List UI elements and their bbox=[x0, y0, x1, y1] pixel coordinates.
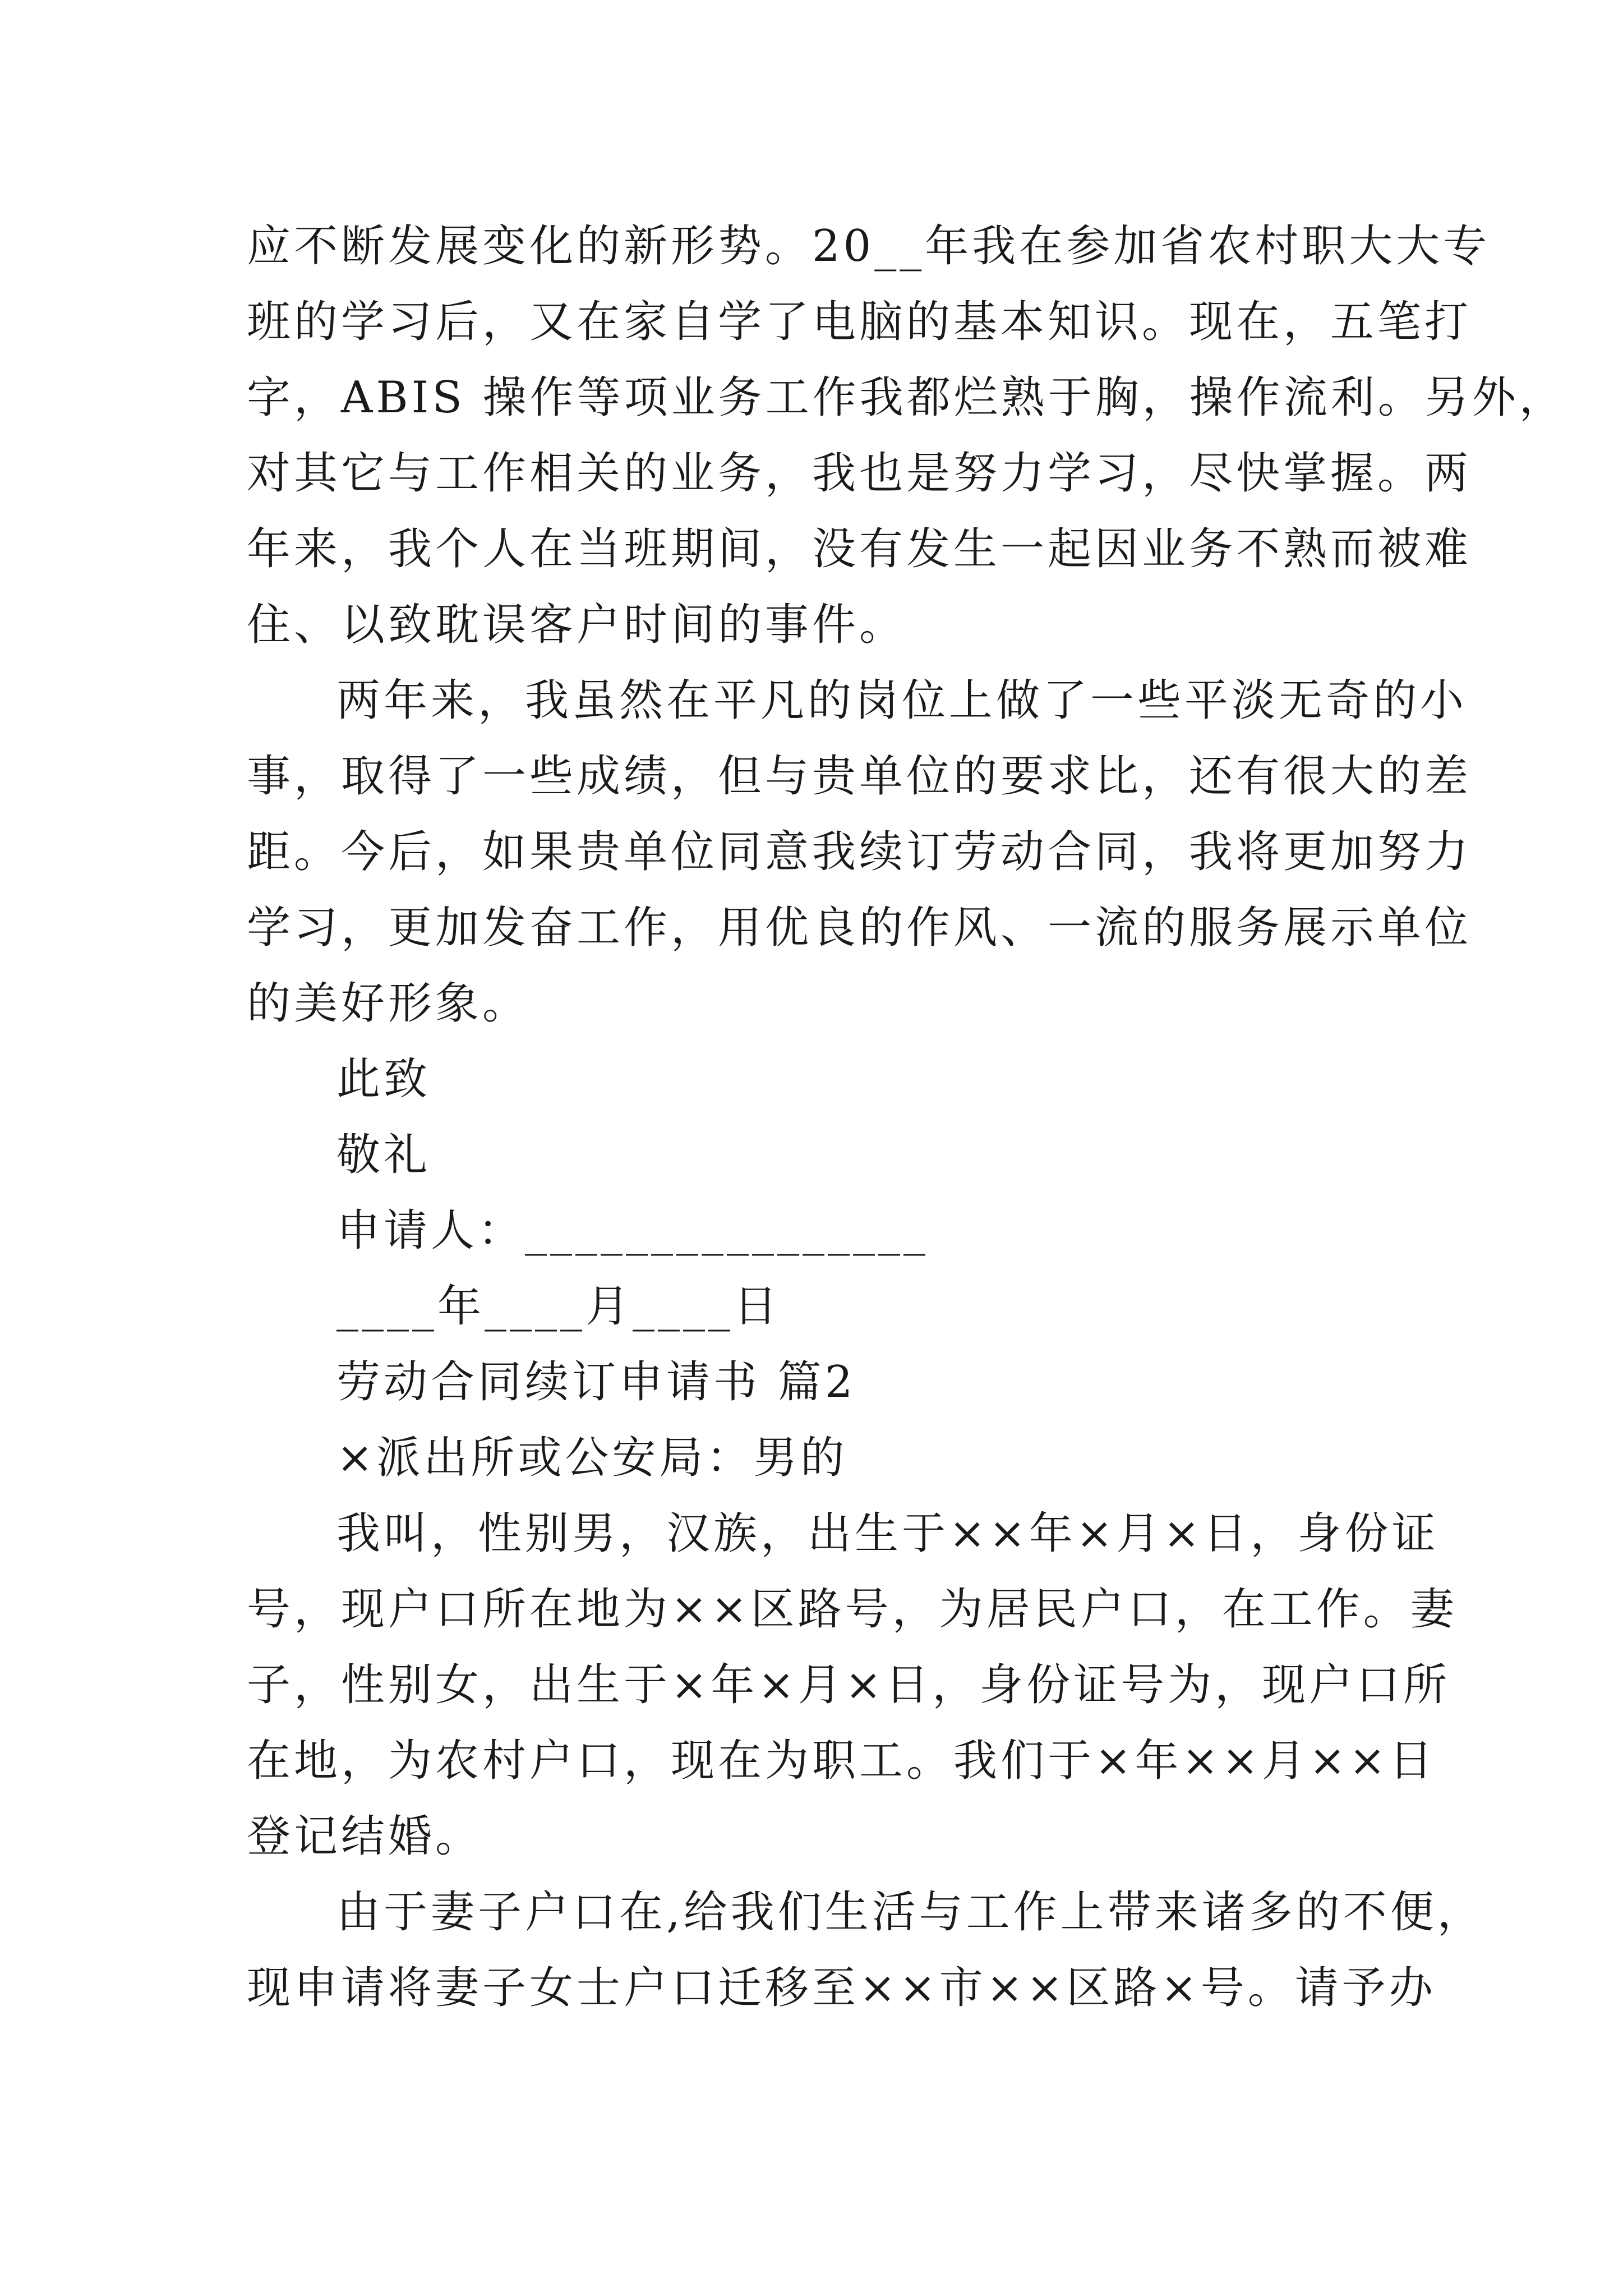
closing-regards: 敬礼 bbox=[336, 1130, 431, 1180]
document-body bbox=[247, 209, 1566, 2026]
text-line: 年来，我个人在当班期间，没有发生一起因业务不熟而被难 bbox=[247, 524, 1472, 574]
paragraph-4 bbox=[247, 1875, 1484, 2026]
text-line: 号，现户口所在地为××区路号，为居民户口，在工作。妻 bbox=[247, 1584, 1458, 1635]
closing-salutation: 此致 bbox=[336, 1054, 431, 1105]
text-line: 子，性别女，出生于×年×月×日，身份证号为，现户口所 bbox=[247, 1660, 1451, 1710]
date-line: ____年____月____日 bbox=[336, 1281, 781, 1332]
text-line: 对其它与工作相关的业务，我也是努力学习，尽快掌握。两 bbox=[247, 448, 1472, 499]
paragraph-2 bbox=[247, 663, 1472, 1042]
text-line: 距。今后，如果贵单位同意我续订劳动合同，我将更加努力 bbox=[247, 827, 1472, 877]
section-title: 劳动合同续订申请书 篇2 bbox=[336, 1357, 856, 1407]
text-line: 字，ABIS 操作等项业务工作我都烂熟于胸，操作流利。另外， bbox=[247, 372, 1566, 423]
text-line: 现申请将妻子女士户口迁移至××市××区路×号。请予办 bbox=[247, 1963, 1436, 2013]
text-line: 住、以致耽误客户时间的事件。 bbox=[247, 600, 907, 650]
applicant-signature-line: 申请人：________________ bbox=[336, 1205, 929, 1256]
text-line: 学习，更加发奋工作，用优良的作风、一流的服务展示单位 bbox=[247, 903, 1472, 953]
text-line: 两年来，我虽然在平凡的岗位上做了一些平淡无奇的小 bbox=[336, 675, 1468, 726]
paragraph-3 bbox=[247, 1496, 1458, 1875]
text-line: 由于妻子户口在,给我们生活与工作上带来诸多的不便， bbox=[336, 1887, 1484, 1938]
text-line: 在地，为农村户口，现在为职工。我们于×年××月××日 bbox=[247, 1736, 1436, 1786]
text-line: 我叫，性别男，汉族，出生于××年×月×日，身份证 bbox=[336, 1508, 1439, 1559]
paragraph-1 bbox=[247, 209, 1566, 663]
text-line: 的美好形象。 bbox=[247, 978, 530, 1029]
text-line: 事，取得了一些成绩，但与贵单位的要求比，还有很大的差 bbox=[247, 751, 1472, 802]
text-line: 班的学习后，又在家自学了电脑的基本知识。现在，五笔打 bbox=[247, 297, 1472, 347]
text-line: 登记结婚。 bbox=[247, 1811, 483, 1862]
addressee: ×派出所或公安局：男的 bbox=[336, 1433, 848, 1483]
text-line: 应不断发展变化的新形势。20__年我在参加省农村职大大专 bbox=[247, 221, 1491, 272]
